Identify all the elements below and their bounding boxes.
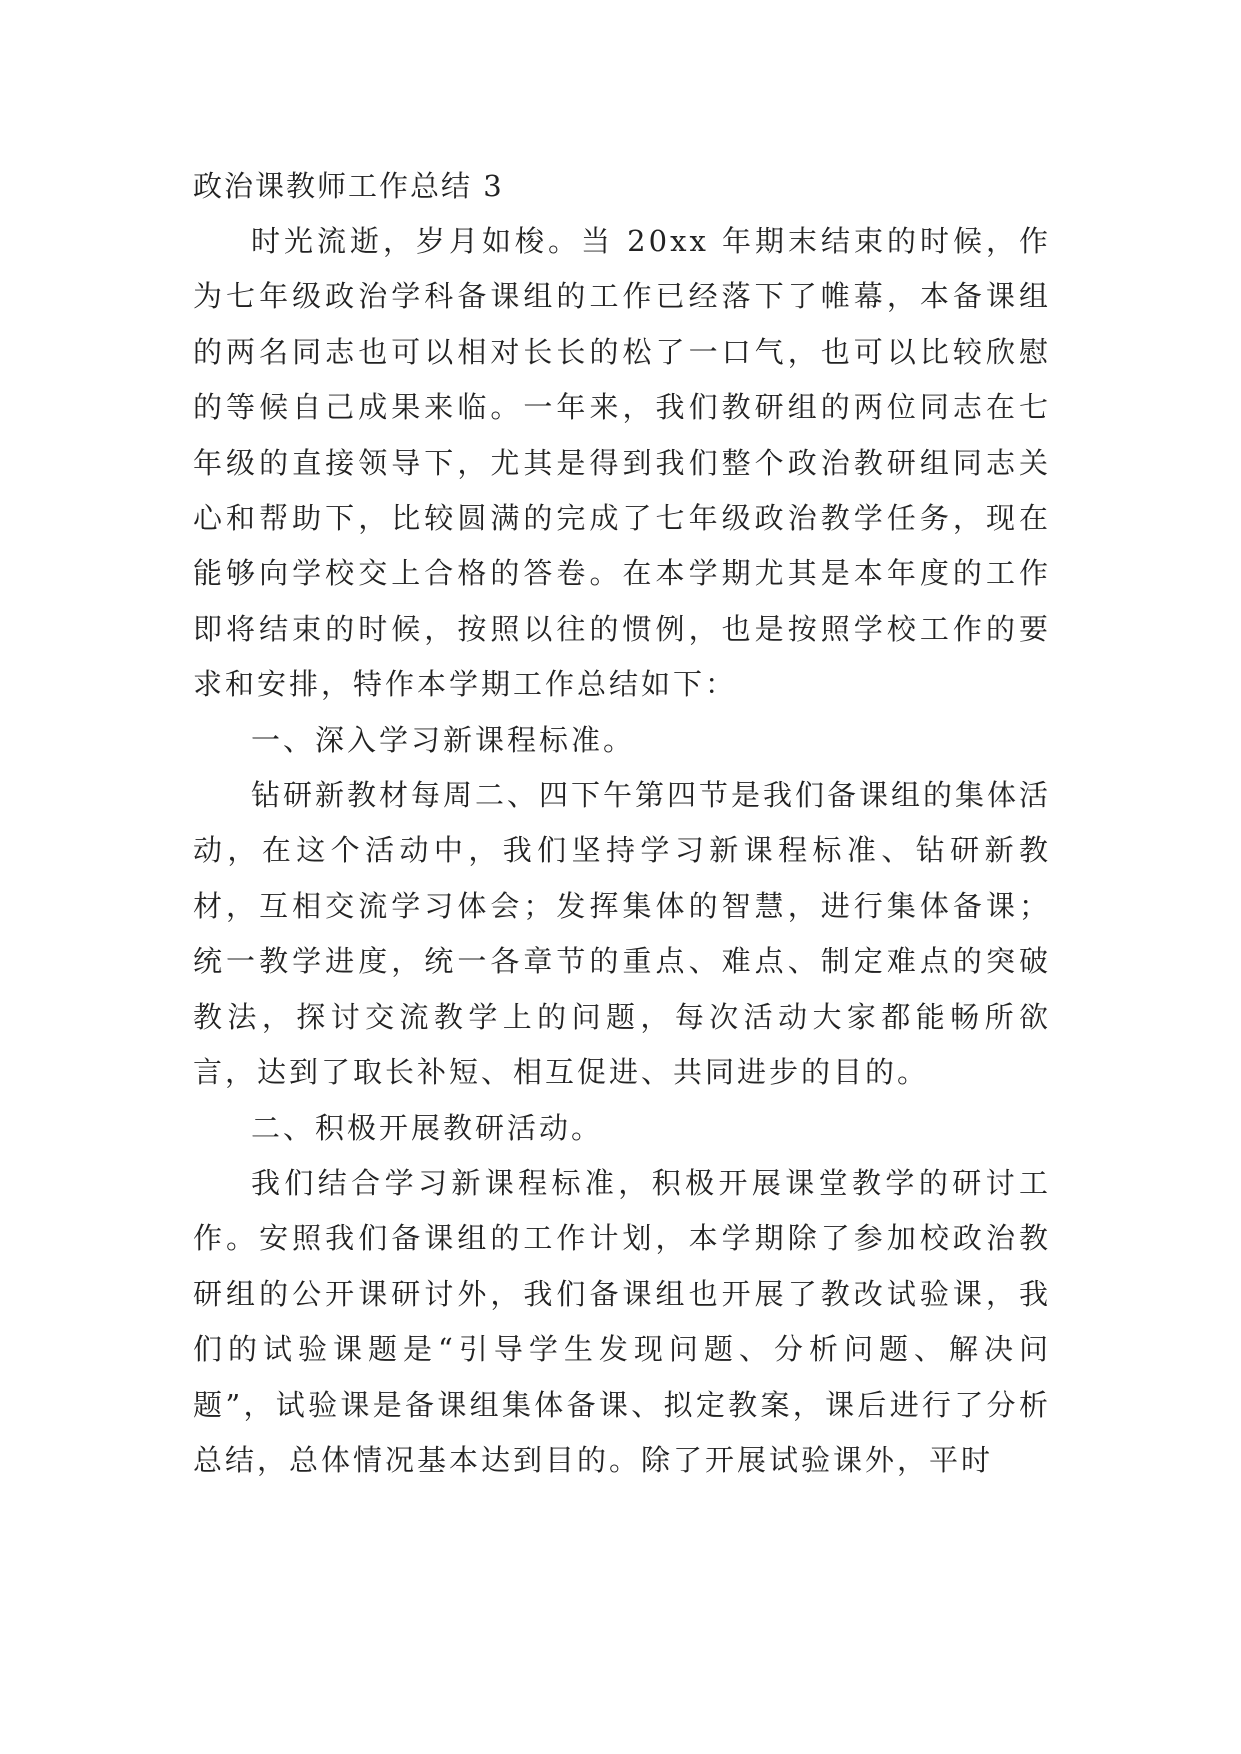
section-heading-2: 二、积极开展教研活动。 xyxy=(251,1110,604,1145)
section-heading-1: 一、深入学习新课程标准。 xyxy=(251,722,636,757)
document-title: 政治课教师工作总结 3 xyxy=(193,169,504,203)
paragraph-section-1: 钻研新教材每周二、四下午第四节是我们备课组的集体活动，在这个活动中，我们坚持学习新课程标准、钻研新教材，互相交流学习体会；发挥集体的智慧，进行集体备课；统一教学进度，统一各章节的重点、难点、制定难点的突破教法，探讨交流教学上的问题，每次活动大家都能畅所欲言，达到了取长补短、相互促进、共同进步的目的。 xyxy=(193,778,1052,1090)
paragraph-section-2: 我们结合学习新课程标准，积极开展课堂教学的研讨工作。安照我们备课组的工作计划，本学期除了参加校政治教研组的公开课研讨外，我们备课组也开展了教改试验课，我们的试验课题是“引导学生发现问题、分析问题、解决问题”，试验课是备课组集体备课、拟定教案，课后进行了分析总结，总体情况基本达到目的。除了开展试验课外，平时 xyxy=(193,1165,1051,1477)
paragraph-intro: 时光流逝，岁月如梭。当 20xx 年期末结束的时候，作为七年级政治学科备课组的工作已经落下了帷幕，本备课组的两名同志也可以相对长长的松了一口气，也可以比较欣慰的等候自己成果来临。一年来，我们教研组的两位同志在七年级的直接领导下，尤其是得到我们整个政治教研组同志关心和帮助下，比较圆满的完成了七年级政治教学任务，现在能够向学校交上合格的答卷。在本学期尤其是本年度的工作即将结束的时候，按照以往的惯例，也是按照学校工作的要求和安排，特作本学期工作总结如下： xyxy=(193,224,1051,702)
document-body xyxy=(193,158,1051,1488)
